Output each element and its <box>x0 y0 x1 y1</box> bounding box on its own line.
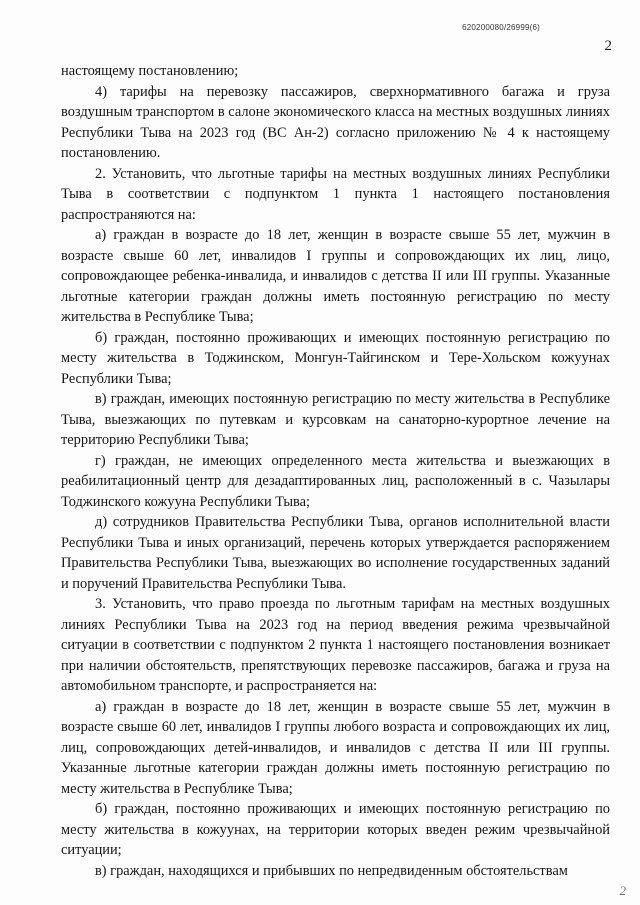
paragraph-section-3: 3. Установить, что право проезда по льготным тарифам на местных воздушных линиях Республики Тыва на 2023 год на период введения режима чрезвычайной ситуации в соответствии с подпунктом 2 пункта 1 настоящего постановления возникает при наличии обстоятельств, препятствующих перевозке пассажиров, багажа и груза на автомобильном транспорте, и распространяется на: <box>61 596 610 694</box>
paragraph-item-a-2: а) граждан в возрасте до 18 лет, женщин в возрасте свыше 55 лет, мужчин в возрасте свыше 60 лет, инвалидов I группы любого возраста и сопровождающих их лиц, лиц, сопровождающих детей-инвалидов, и инвалидов с детства II или III группы. Указанные льготные категории граждан должны иметь постоянную регистрацию по месту жительства в Республике Тыва; <box>61 698 610 797</box>
paragraph-item-b: б) граждан, постоянно проживающих и имеющих постоянную регистрацию по месту жительства в Тоджинском, Монгун-Тайгинском и Тере-Хольском кожуунах Республики Тыва; <box>61 329 610 387</box>
paragraph-item-a: а) граждан в возрасте до 18 лет, женщин в возрасте свыше 55 лет, мужчин в возрасте свыше 60 лет, инвалидов I группы и сопровождающих их лиц, лицо, сопровождающее ребенка-инвалида, и инвалидов с детства II или III группы. Указанные льготные категории граждан должны иметь постоянную регистрацию по месту жительства в Республике Тыва; <box>61 227 610 325</box>
paragraph-item-v: в) граждан, имеющих постоянную регистрацию по месту жительства в Республике Тыва, выезжающих по путевкам и курсовкам на санаторно-курортное лечение на территорию Республики Тыва; <box>61 391 610 448</box>
paragraph-item-v-2: в) граждан, находящихся и прибывших по непредвиденным обстоятельствам <box>95 862 568 879</box>
document-body <box>61 61 610 881</box>
paragraph-continuation: настоящему постановлению; <box>61 63 239 79</box>
paragraph-item-d: д) сотрудников Правительства Республики Тыва, органов исполнительной власти Республики Тыва и иных организаций, перечень которых утверждается распоряжением Правительства Республики Тыва, выезжающих во исполнение государственных заданий и поручений Правительства Республики Тыва. <box>61 514 610 592</box>
page-number: 2 <box>604 38 612 54</box>
paragraph-item-4: 4) тарифы на перевозку пассажиров, сверхнормативного багажа и груза воздушным транспортом в салоне экономического класса на местных воздушных линиях Республики Тыва на 2023 год (ВС Ан-2) согласно приложению № 4 к настоящему постановлению. <box>61 83 610 161</box>
document-code: 620200080/26999(6) <box>462 23 540 32</box>
paragraph-item-b-2: б) граждан, постоянно проживающих и имеющих постоянную регистрацию по месту жительства в кожуунах, на территории которых введен режим чрезвычайной ситуации; <box>61 801 610 858</box>
handwritten-page-mark: 2 <box>619 883 626 898</box>
paragraph-section-2: 2. Установить, что льготные тарифы на местных воздушных линиях Республики Тыва в соответствии с подпунктом 1 пункта 1 настоящего постановления распространяются на: <box>61 165 610 223</box>
paragraph-item-g: г) граждан, не имеющих определенного места жительства и выезжающих в реабилитационный центр для дезадаптированных лиц, расположенный в с. Чазылары Тоджинского кожууна Республики Тыва; <box>61 452 610 510</box>
